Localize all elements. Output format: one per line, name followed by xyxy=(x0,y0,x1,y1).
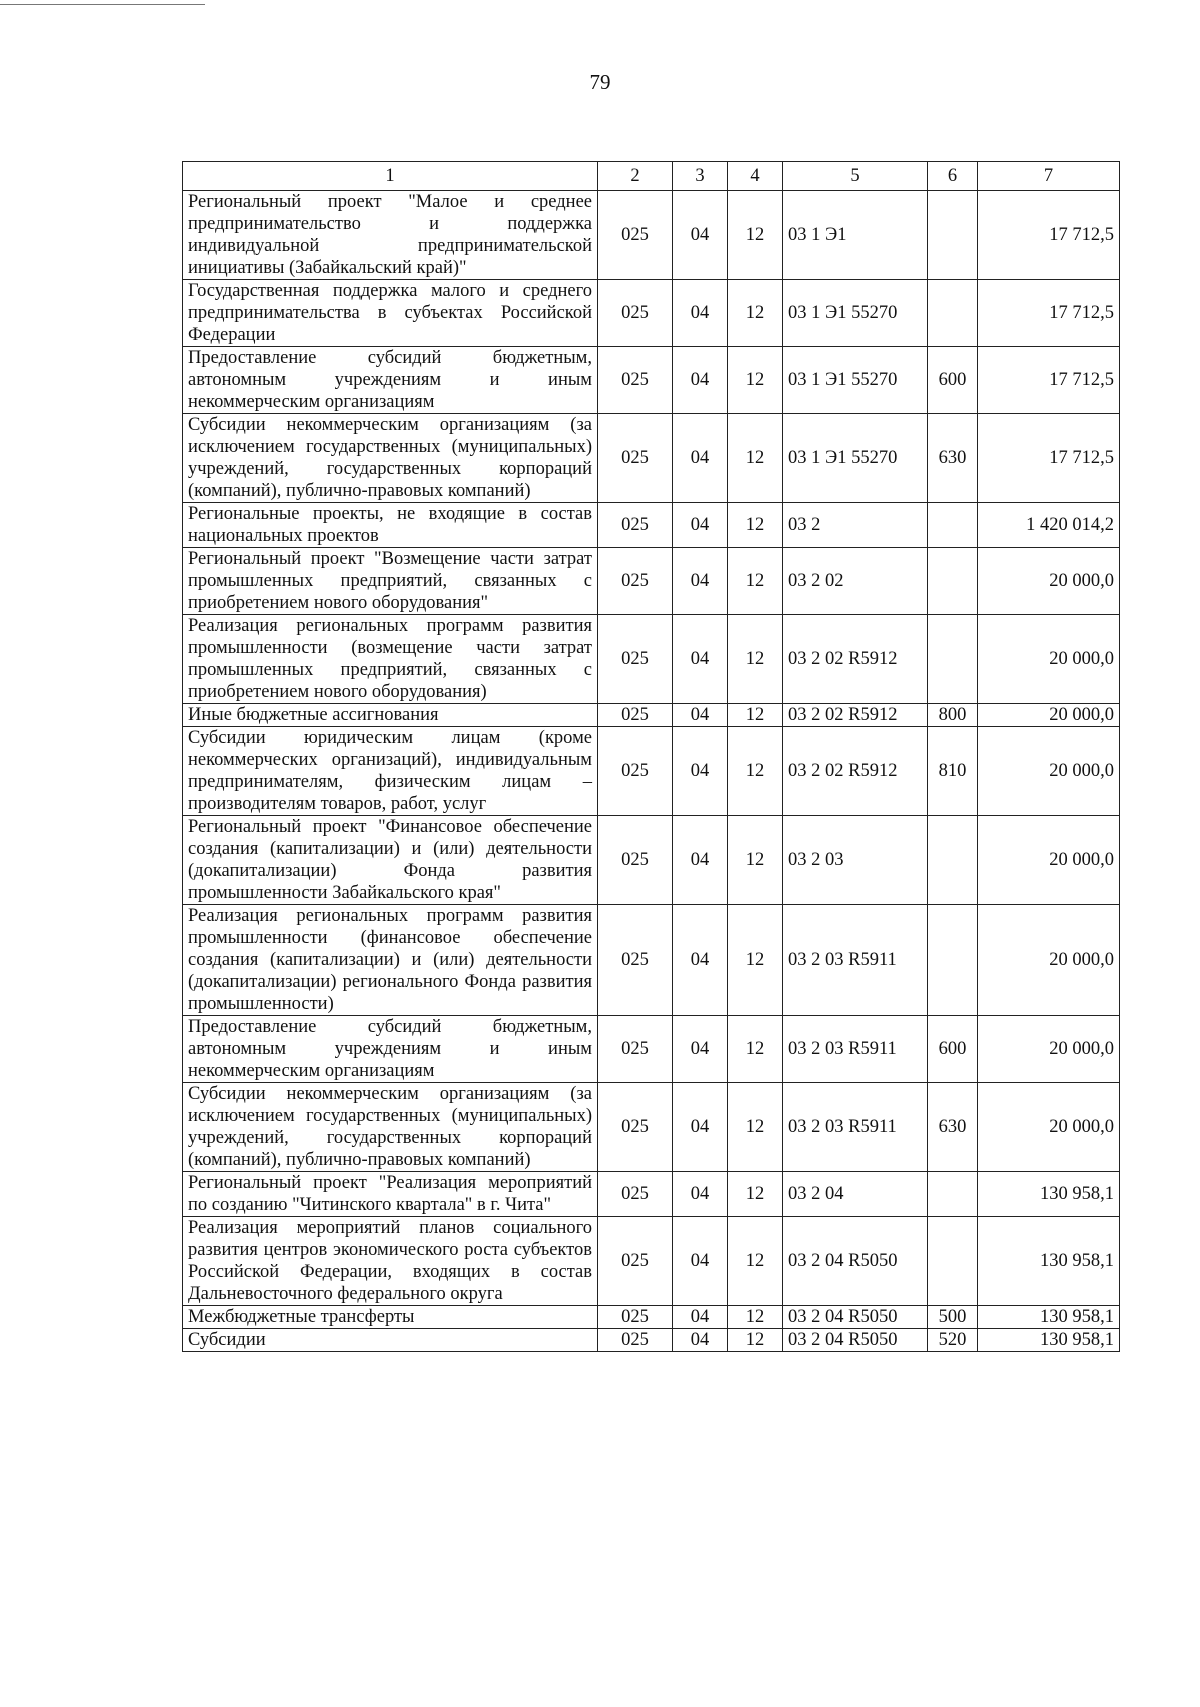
target-article-cell: 03 2 02 R5912 xyxy=(783,704,928,727)
table-row xyxy=(183,280,1120,347)
page-number: 79 xyxy=(589,70,611,94)
amount-cell: 130 958,1 xyxy=(978,1172,1120,1217)
column-header: 2 xyxy=(598,162,673,191)
section-code-cell: 04 xyxy=(673,727,728,816)
subsection-code-cell: 12 xyxy=(728,615,783,704)
grbs-code-cell: 025 xyxy=(598,615,673,704)
subsection-code-cell: 12 xyxy=(728,727,783,816)
table-row xyxy=(183,704,1120,727)
amount-cell: 20 000,0 xyxy=(978,905,1120,1016)
amount-cell: 130 958,1 xyxy=(978,1329,1120,1352)
budget-table xyxy=(182,161,1120,1352)
target-article-cell: 03 2 04 xyxy=(783,1172,928,1217)
top-scan-rule xyxy=(0,4,205,5)
section-code-cell: 04 xyxy=(673,503,728,548)
expense-type-cell xyxy=(928,191,978,280)
expense-type-cell: 520 xyxy=(928,1329,978,1352)
target-article-cell: 03 1 Э1 55270 xyxy=(783,347,928,414)
subsection-code-cell: 12 xyxy=(728,1172,783,1217)
table-row xyxy=(183,548,1120,615)
target-article-cell: 03 2 02 R5912 xyxy=(783,727,928,816)
grbs-code-cell: 025 xyxy=(598,1083,673,1172)
row-name-cell: Региональный проект "Финансовое обеспечение создания (капитализации) и (или) деятельности (докапитализации) Фонда развития промышленности Забайкальского края" xyxy=(183,816,598,905)
section-code-cell: 04 xyxy=(673,816,728,905)
subsection-code-cell: 12 xyxy=(728,280,783,347)
table-row xyxy=(183,347,1120,414)
expense-type-cell xyxy=(928,548,978,615)
grbs-code-cell: 025 xyxy=(598,1217,673,1306)
expense-type-cell xyxy=(928,615,978,704)
grbs-code-cell: 025 xyxy=(598,727,673,816)
grbs-code-cell: 025 xyxy=(598,704,673,727)
section-code-cell: 04 xyxy=(673,1172,728,1217)
target-article-cell: 03 2 xyxy=(783,503,928,548)
amount-cell: 20 000,0 xyxy=(978,816,1120,905)
section-code-cell: 04 xyxy=(673,704,728,727)
subsection-code-cell: 12 xyxy=(728,347,783,414)
amount-cell: 130 958,1 xyxy=(978,1306,1120,1329)
amount-cell: 17 712,5 xyxy=(978,191,1120,280)
amount-cell: 1 420 014,2 xyxy=(978,503,1120,548)
amount-cell: 17 712,5 xyxy=(978,347,1120,414)
table-row xyxy=(183,816,1120,905)
row-name-cell: Региональный проект "Малое и среднее предпринимательство и поддержка индивидуальной предпринимательской инициативы (Забайкальский край)" xyxy=(183,191,598,280)
target-article-cell: 03 1 Э1 xyxy=(783,191,928,280)
expense-type-cell: 630 xyxy=(928,414,978,503)
grbs-code-cell: 025 xyxy=(598,1172,673,1217)
expense-type-cell xyxy=(928,905,978,1016)
row-name-cell: Региональный проект "Реализация мероприятий по созданию "Читинского квартала" в г. Чита" xyxy=(183,1172,598,1217)
section-code-cell: 04 xyxy=(673,548,728,615)
amount-cell: 20 000,0 xyxy=(978,704,1120,727)
subsection-code-cell: 12 xyxy=(728,1083,783,1172)
table-row xyxy=(183,615,1120,704)
row-name-cell: Межбюджетные трансферты xyxy=(183,1306,598,1329)
row-name-cell: Региональный проект "Возмещение части затрат промышленных предприятий, связанных с приобретением нового оборудования" xyxy=(183,548,598,615)
table-row xyxy=(183,1083,1120,1172)
row-name-cell: Реализация региональных программ развития промышленности (финансовое обеспечение создания (капитализации) и (или) деятельности (докапитализации) регионального Фонда развития промышленности) xyxy=(183,905,598,1016)
grbs-code-cell: 025 xyxy=(598,503,673,548)
target-article-cell: 03 2 04 R5050 xyxy=(783,1217,928,1306)
grbs-code-cell: 025 xyxy=(598,414,673,503)
section-code-cell: 04 xyxy=(673,1329,728,1352)
table-row xyxy=(183,1172,1120,1217)
table-row xyxy=(183,727,1120,816)
expense-type-cell xyxy=(928,280,978,347)
expense-type-cell: 630 xyxy=(928,1083,978,1172)
row-name-cell: Реализация региональных программ развития промышленности (возмещение части затрат промышленных предприятий, связанных с приобретением нового оборудования) xyxy=(183,615,598,704)
column-header: 1 xyxy=(183,162,598,191)
table-row xyxy=(183,1306,1120,1329)
row-name-cell: Субсидии xyxy=(183,1329,598,1352)
amount-cell: 20 000,0 xyxy=(978,548,1120,615)
target-article-cell: 03 2 03 R5911 xyxy=(783,905,928,1016)
amount-cell: 20 000,0 xyxy=(978,727,1120,816)
row-name-cell: Предоставление субсидий бюджетным, автономным учреждениям и иным некоммерческим организациям xyxy=(183,1016,598,1083)
grbs-code-cell: 025 xyxy=(598,1306,673,1329)
row-name-cell: Субсидии некоммерческим организациям (за исключением государственных (муниципальных) учреждений, государственных корпораций (компаний), публично-правовых компаний) xyxy=(183,1083,598,1172)
section-code-cell: 04 xyxy=(673,280,728,347)
section-code-cell: 04 xyxy=(673,191,728,280)
row-name-cell: Субсидии некоммерческим организациям (за исключением государственных (муниципальных) учреждений, государственных корпораций (компаний), публично-правовых компаний) xyxy=(183,414,598,503)
target-article-cell: 03 2 04 R5050 xyxy=(783,1306,928,1329)
table-row xyxy=(183,905,1120,1016)
target-article-cell: 03 1 Э1 55270 xyxy=(783,280,928,347)
grbs-code-cell: 025 xyxy=(598,1016,673,1083)
target-article-cell: 03 2 04 R5050 xyxy=(783,1329,928,1352)
column-header: 4 xyxy=(728,162,783,191)
row-name-cell: Субсидии юридическим лицам (кроме некоммерческих организаций), индивидуальным предпринимателям, физическим лицам – производителям товаров, работ, услуг xyxy=(183,727,598,816)
section-code-cell: 04 xyxy=(673,347,728,414)
subsection-code-cell: 12 xyxy=(728,816,783,905)
table-row xyxy=(183,1016,1120,1083)
column-header: 7 xyxy=(978,162,1120,191)
section-code-cell: 04 xyxy=(673,414,728,503)
target-article-cell: 03 2 02 R5912 xyxy=(783,615,928,704)
subsection-code-cell: 12 xyxy=(728,1016,783,1083)
subsection-code-cell: 12 xyxy=(728,503,783,548)
section-code-cell: 04 xyxy=(673,1306,728,1329)
target-article-cell: 03 2 03 R5911 xyxy=(783,1083,928,1172)
grbs-code-cell: 025 xyxy=(598,816,673,905)
subsection-code-cell: 12 xyxy=(728,548,783,615)
grbs-code-cell: 025 xyxy=(598,280,673,347)
subsection-code-cell: 12 xyxy=(728,1306,783,1329)
amount-cell: 17 712,5 xyxy=(978,414,1120,503)
table-row xyxy=(183,1217,1120,1306)
amount-cell: 20 000,0 xyxy=(978,1016,1120,1083)
section-code-cell: 04 xyxy=(673,1016,728,1083)
column-header: 3 xyxy=(673,162,728,191)
row-name-cell: Государственная поддержка малого и среднего предпринимательства в субъектах Российской Федерации xyxy=(183,280,598,347)
amount-cell: 130 958,1 xyxy=(978,1217,1120,1306)
table-row xyxy=(183,191,1120,280)
row-name-cell: Реализация мероприятий планов социального развития центров экономического роста субъектов Российской Федерации, входящих в состав Дальневосточного федерального округа xyxy=(183,1217,598,1306)
expense-type-cell xyxy=(928,1217,978,1306)
expense-type-cell: 500 xyxy=(928,1306,978,1329)
expense-type-cell: 600 xyxy=(928,347,978,414)
grbs-code-cell: 025 xyxy=(598,191,673,280)
section-code-cell: 04 xyxy=(673,1217,728,1306)
expense-type-cell xyxy=(928,503,978,548)
table-header-row xyxy=(183,162,1120,191)
expense-type-cell xyxy=(928,1172,978,1217)
table-row xyxy=(183,1329,1120,1352)
expense-type-cell xyxy=(928,816,978,905)
target-article-cell: 03 2 03 xyxy=(783,816,928,905)
table-row xyxy=(183,414,1120,503)
subsection-code-cell: 12 xyxy=(728,414,783,503)
grbs-code-cell: 025 xyxy=(598,905,673,1016)
section-code-cell: 04 xyxy=(673,905,728,1016)
subsection-code-cell: 12 xyxy=(728,191,783,280)
row-name-cell: Предоставление субсидий бюджетным, автономным учреждениям и иным некоммерческим организациям xyxy=(183,347,598,414)
column-header: 6 xyxy=(928,162,978,191)
grbs-code-cell: 025 xyxy=(598,548,673,615)
expense-type-cell: 800 xyxy=(928,704,978,727)
expense-type-cell: 600 xyxy=(928,1016,978,1083)
amount-cell: 17 712,5 xyxy=(978,280,1120,347)
expense-type-cell: 810 xyxy=(928,727,978,816)
grbs-code-cell: 025 xyxy=(598,347,673,414)
table-row xyxy=(183,503,1120,548)
target-article-cell: 03 1 Э1 55270 xyxy=(783,414,928,503)
section-code-cell: 04 xyxy=(673,615,728,704)
amount-cell: 20 000,0 xyxy=(978,1083,1120,1172)
subsection-code-cell: 12 xyxy=(728,1217,783,1306)
subsection-code-cell: 12 xyxy=(728,905,783,1016)
section-code-cell: 04 xyxy=(673,1083,728,1172)
row-name-cell: Иные бюджетные ассигнования xyxy=(183,704,598,727)
target-article-cell: 03 2 03 R5911 xyxy=(783,1016,928,1083)
target-article-cell: 03 2 02 xyxy=(783,548,928,615)
row-name-cell: Региональные проекты, не входящие в состав национальных проектов xyxy=(183,503,598,548)
subsection-code-cell: 12 xyxy=(728,1329,783,1352)
grbs-code-cell: 025 xyxy=(598,1329,673,1352)
subsection-code-cell: 12 xyxy=(728,704,783,727)
amount-cell: 20 000,0 xyxy=(978,615,1120,704)
column-header: 5 xyxy=(783,162,928,191)
